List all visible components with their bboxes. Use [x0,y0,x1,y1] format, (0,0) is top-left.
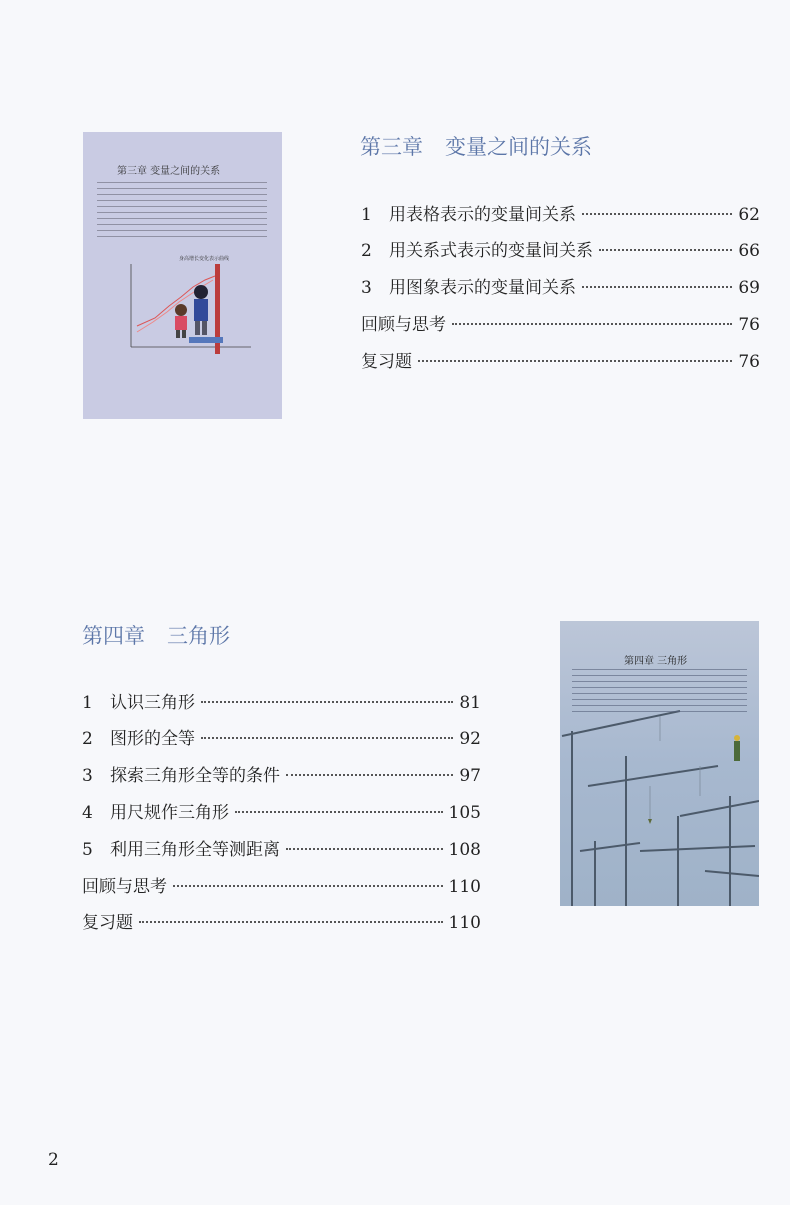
chapter4-cover-image [560,621,759,906]
toc-entry[interactable] [361,347,760,371]
toc-leader-dots [235,811,443,813]
chapter4-cover-text [572,669,747,714]
toc-entry[interactable] [82,761,481,785]
toc-entry-title: 探索三角形全等的条件 [110,766,280,786]
toc-entry-number: 1 [82,693,93,713]
toc-entry-page: 66 [738,241,760,261]
toc-entry-number: 2 [361,241,372,261]
toc-entry-title: 用尺规作三角形 [110,803,229,823]
toc-leader-dots [286,848,443,850]
toc-entry-page: 81 [459,693,481,713]
chapter3-heading-number: 第三章 [360,135,423,159]
toc-entry-number: 2 [82,729,93,749]
toc-entry-page: 92 [459,729,481,749]
toc-leader-dots [286,774,453,776]
toc-leader-dots [418,360,732,362]
toc-entry[interactable] [82,798,481,822]
toc-leader-dots [582,213,732,215]
toc-entry-title: 用图象表示的变量间关系 [389,278,576,298]
chapter4-heading-title: 三角形 [167,624,230,648]
toc-entry[interactable] [82,688,481,712]
toc-entry-title: 认识三角形 [110,693,195,713]
toc-entry-page: 110 [448,913,481,933]
toc-entry-title: 复习题 [361,352,412,372]
toc-entry-page: 108 [448,840,481,860]
chapter3-cover-chart [91,252,276,402]
chapter4-cover-title: 第四章 三角形 [624,656,688,667]
toc-entry-number: 3 [82,766,93,786]
toc-entry[interactable] [361,310,760,334]
toc-leader-dots [582,286,732,288]
toc-entry-title: 图形的全等 [110,729,195,749]
toc-entry-title: 回顾与思考 [82,877,167,897]
chapter4-heading-number: 第四章 [82,624,145,648]
toc-entry-page: 97 [459,766,481,786]
toc-entry-number: 3 [361,278,372,298]
toc-entry[interactable] [361,273,760,297]
toc-entry[interactable] [82,908,481,932]
toc-entry[interactable] [82,835,481,859]
toc-entry-title: 回顾与思考 [361,315,446,335]
toc-leader-dots [201,737,453,739]
toc-entry-page: 76 [738,352,760,372]
toc-entry-title: 利用三角形全等测距离 [110,840,280,860]
toc-entry-page: 76 [738,315,760,335]
chapter3-heading [360,131,592,161]
toc-entry[interactable] [361,236,760,260]
chapter3-cover-chart-title: 身高增长变化表示曲线 [179,256,230,262]
toc-leader-dots [173,885,443,887]
toc-leader-dots [139,921,443,923]
toc-entry-title: 用表格表示的变量间关系 [389,205,576,225]
toc-entry[interactable] [82,872,481,896]
toc-entry-page: 62 [738,205,760,225]
toc-leader-dots [201,701,453,703]
chapter3-cover-text [97,182,267,237]
toc-leader-dots [599,249,732,251]
toc-entry[interactable] [82,724,481,748]
chapter4-heading [82,620,230,650]
chapter3-cover-image [83,132,282,419]
toc-entry-number: 1 [361,205,372,225]
toc-leader-dots [452,323,732,325]
toc-entry[interactable] [361,200,760,224]
chapter3-cover-title: 第三章 变量之间的关系 [117,166,221,177]
toc-entry-title: 用关系式表示的变量间关系 [389,241,593,261]
toc-entry-number: 4 [82,803,93,823]
toc-entry-page: 110 [448,877,481,897]
toc-entry-title: 复习题 [82,913,133,933]
chapter3-heading-title: 变量之间的关系 [445,135,592,159]
page-number: 2 [48,1150,59,1170]
toc-entry-page: 105 [448,803,481,823]
toc-entry-number: 5 [82,840,93,860]
toc-entry-page: 69 [738,278,760,298]
